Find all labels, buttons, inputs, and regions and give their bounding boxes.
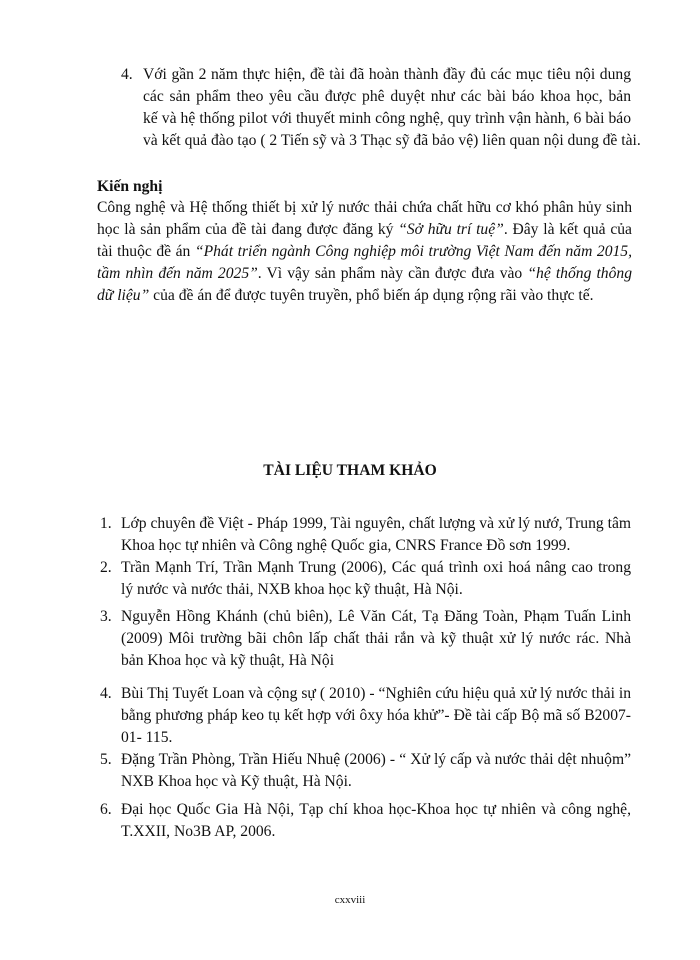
list-number: 5.	[100, 751, 112, 768]
reference-line: Lớp chuyên đề Việt - Pháp 1999, Tài nguyên, chất lượng và xử lý nướ, Trung tâm	[121, 515, 631, 532]
list-number: 3.	[100, 608, 112, 625]
section-heading: Kiến nghị	[97, 178, 163, 195]
reference-line: Đặng Trần Phòng, Trần Hiếu Nhuệ (2006) - “ Xử lý cấp và nước thải dệt nhuộm”	[121, 751, 631, 768]
reference-line: lý nước và nước thải, NXB khoa học kỹ thuật, Hà Nội.	[121, 581, 463, 598]
paragraph-line: học là sản phẩm của đề tài đang được đăng ký “Sở hữu trí tuệ”. Đây là kết quả của	[97, 221, 632, 238]
paragraph-line: tài thuộc đề án “Phát triển ngành Công nghiệp môi trường Việt Nam đến năm 2015,	[97, 243, 632, 260]
list-number: 4.	[100, 685, 112, 702]
reference-line: bản Khoa học và kỹ thuật, Hà Nội	[121, 652, 335, 669]
paragraph-line: kế và hệ thống pilot với thuyết minh công nghệ, quy trình vận hành, 6 bài báo	[143, 110, 631, 127]
paragraph-line: dữ liệu” của đề án để được tuyên truyền, phổ biến áp dụng rộng rãi vào thực tế.	[97, 287, 594, 304]
paragraph-line: Công nghệ và Hệ thống thiết bị xử lý nước thải chứa chất hữu cơ khó phân hủy sinh	[97, 199, 632, 216]
emphasis-text: “Phát triển ngành Công nghiệp môi trường Việt Nam đến năm 2015,	[194, 243, 632, 260]
paragraph-line: tầm nhìn đến năm 2025”. Vì vậy sản phẩm này cần được đưa vào “hệ thống thông	[97, 264, 632, 284]
list-number: 6.	[100, 801, 112, 818]
reference-line: T.XXII, No3B AP, 2006.	[121, 823, 276, 840]
list-number: 2.	[100, 559, 112, 576]
reference-line: Khoa học tự nhiên và Công nghệ Quốc gia, CNRS France Đồ sơn 1999.	[121, 537, 571, 554]
reference-line: bằng phương pháp keo tụ kết hợp với ôxy hóa khử”- Đề tài cấp Bộ mã số B2007-	[121, 707, 631, 724]
reference-line: NXB Khoa học và Kỹ thuật, Hà Nội.	[121, 773, 352, 790]
reference-line: (2009) Môi trường bãi chôn lấp chất thải rắn và kỹ thuật xử lý nước rác. Nhà	[121, 630, 631, 647]
references-title: TÀI LIỆU THAM KHẢO	[263, 462, 437, 479]
list-number: 1.	[100, 515, 112, 532]
reference-line: Bùi Thị Tuyết Loan và cộng sự ( 2010) - “Nghiên cứu hiệu quả xử lý nước thải in	[121, 685, 631, 702]
list-number: 4.	[121, 66, 133, 83]
emphasis-text: dữ liệu”	[97, 287, 150, 304]
reference-line: Đại học Quốc Gia Hà Nội, Tạp chí khoa học-Khoa học tự nhiên và công nghệ,	[121, 801, 631, 818]
paragraph-line: các sản phẩm theo yêu cầu được phê duyệt như các bài báo khoa học, bản	[143, 88, 631, 105]
reference-line: Trần Mạnh Trí, Trần Mạnh Trung (2006), Các quá trình oxi hoá nâng cao trong	[121, 559, 631, 576]
paragraph-line: Với gần 2 năm thực hiện, đề tài đã hoàn thành đầy đủ các mục tiêu nội dung	[143, 66, 631, 83]
emphasis-text: tầm nhìn đến năm 2025”	[97, 265, 258, 282]
reference-line: Nguyễn Hồng Khánh (chủ biên), Lê Văn Cát, Tạ Đăng Toàn, Phạm Tuấn Linh	[121, 608, 631, 625]
emphasis-text: “Sở hữu trí tuệ”	[398, 221, 504, 238]
emphasis-text: “hệ thống thông	[527, 265, 632, 282]
page-number: cxxviii	[334, 894, 366, 906]
reference-line: 01- 115.	[121, 729, 173, 746]
paragraph-line: và kết quả đào tạo ( 2 Tiến sỹ và 3 Thạc sỹ đã bảo vệ) liên quan nội dung đề tài.	[143, 132, 641, 149]
